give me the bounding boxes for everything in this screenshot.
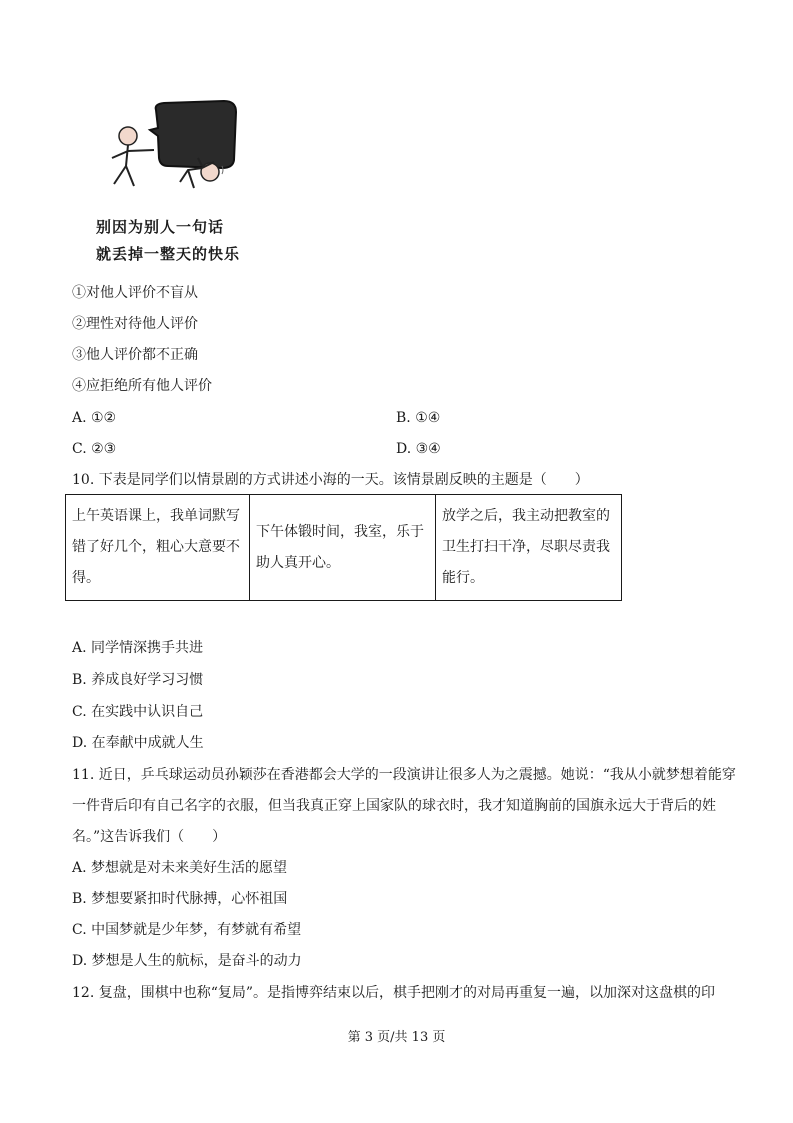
- q9-option-d[interactable]: D. ③④: [396, 441, 441, 457]
- q11-option-c[interactable]: C. 中国梦就是少年梦，有梦就有希望: [72, 922, 302, 938]
- table-cell: 上午英语课上，我单词默写错了好几个，粗心大意要不得。: [66, 495, 250, 601]
- q11-stem-line-2: 一件背后印有自己名字的衣服，但当我真正穿上国家队的球衣时，我才知道胸前的国旗永远大于背后的姓: [72, 798, 716, 814]
- q9-option-b[interactable]: B. ①④: [396, 410, 441, 426]
- q10-option-c[interactable]: C. 在实践中认识自己: [72, 704, 204, 720]
- q9-option-a[interactable]: A. ①②: [72, 410, 117, 426]
- statement-2: ②理性对待他人评价: [72, 316, 198, 332]
- table-cell: 下午体锻时间，我室，乐于助人真开心。: [250, 495, 436, 601]
- q11-option-d[interactable]: D. 梦想是人生的航标，是奋斗的动力: [72, 953, 302, 969]
- scenario-table: [65, 494, 622, 601]
- q10-option-d[interactable]: D. 在奉献中成就人生: [72, 735, 204, 751]
- q11-stem-line-1: 11. 近日，乒乓球运动员孙颖莎在香港都会大学的一段演讲让很多人为之震撼。她说：“我从小就梦想着能穿: [72, 767, 736, 783]
- q12-stem-line-1: 12. 复盘，围棋中也称“复局”。是指博弈结束以后，棋手把刚才的对局再重复一遍，以加深对这盘棋的印: [72, 985, 716, 1001]
- statement-3: ③他人评价都不正确: [72, 347, 198, 363]
- illustration-caption-line-2: 就丢掉一整天的快乐: [96, 245, 241, 263]
- illustration: [84, 96, 248, 268]
- table-cell: 放学之后，我主动把教室的卫生打扫干净，尽职尽责我能行。: [436, 495, 622, 601]
- q11-option-b[interactable]: B. 梦想要紧扣时代脉搏，心怀祖国: [72, 891, 288, 907]
- illustration-caption-line-1: 别因为别人一句话: [96, 218, 225, 236]
- statement-4: ④应拒绝所有他人评价: [72, 378, 212, 394]
- q10-option-b[interactable]: B. 养成良好学习习惯: [72, 672, 204, 688]
- cartoon-figures-with-speech-bubble-icon: [84, 96, 248, 196]
- page-number: 第 3 页/共 13 页: [347, 1030, 446, 1045]
- q10-stem: 10. 下表是同学们以情景剧的方式讲述小海的一天。该情景剧反映的主题是（ ）: [72, 472, 589, 488]
- table-row: [66, 495, 622, 601]
- q10-option-a[interactable]: A. 同学情深携手共进: [72, 640, 204, 656]
- q11-stem-line-3: 名。”这告诉我们（ ）: [72, 829, 227, 845]
- q11-option-a[interactable]: A. 梦想就是对未来美好生活的愿望: [72, 860, 288, 876]
- q9-option-c[interactable]: C. ②③: [72, 441, 117, 457]
- statement-1: ①对他人评价不盲从: [72, 285, 198, 301]
